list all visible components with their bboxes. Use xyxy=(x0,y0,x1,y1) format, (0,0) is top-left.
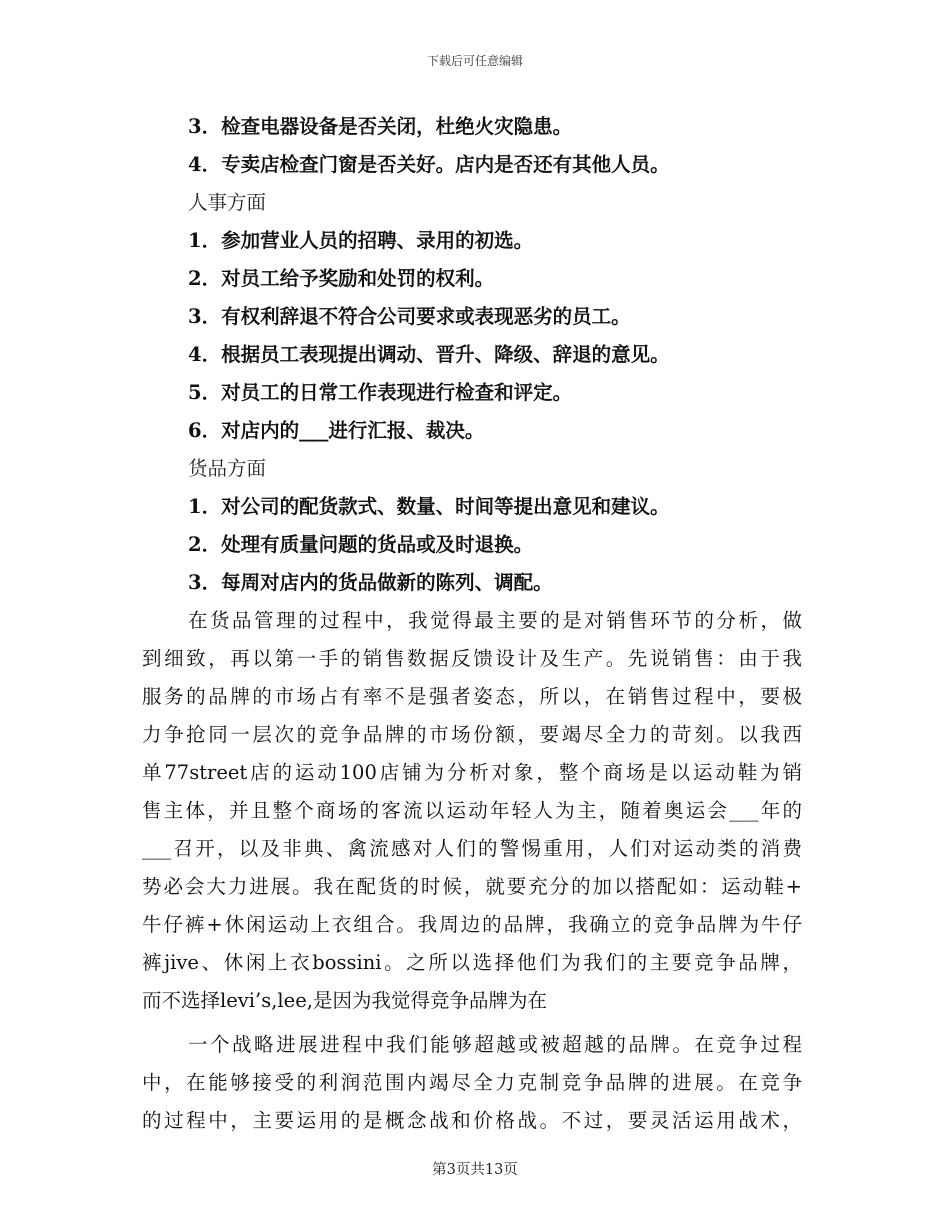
list-item: 4．根据员工表现提出调动、晋升、降级、辞退的意见。 xyxy=(188,343,670,366)
paragraph-line: 力争抢同一层次的竞争品牌的市场份额，要竭尽全力的苛刻。以我西 xyxy=(142,723,802,746)
paragraph-goods-analysis xyxy=(142,602,802,1020)
list-item: 2．处理有质量问题的货品或及时退换。 xyxy=(188,533,534,556)
list-item: 1．对公司的配货款式、数量、时间等提出意见和建议。 xyxy=(188,495,670,518)
paragraph-line: 牛仔裤+休闲运动上衣组合。我周边的品牌，我确立的竞争品牌为牛仔 xyxy=(142,913,802,936)
document-body xyxy=(142,108,802,1140)
list-item: 2．对员工给予奖励和处罚的权利。 xyxy=(188,267,495,290)
list-item: 5．对员工的日常工作表现进行检查和评定。 xyxy=(188,381,573,404)
paragraph-line: 一个战略进展进程中我们能够超越或被超越的品牌。在竞争过程 xyxy=(188,1033,802,1056)
paragraph-line: 裤jive、休闲上衣bossini。之所以选择他们为我们的主要竞争品牌， xyxy=(142,951,802,974)
paragraph-line: 单77street店的运动100店铺为分析对象，整个商场是以运动鞋为销 xyxy=(142,761,802,784)
paragraph-line: 的过程中，主要运用的是概念战和价格战。不过，要灵活运用战术， xyxy=(142,1109,802,1132)
header-note: 下载后可任意编辑 xyxy=(426,54,523,68)
paragraph-line: 服务的品牌的市场占有率不是强者姿态，所以，在销售过程中，要极 xyxy=(142,685,802,708)
paragraph-line: 售主体，并且整个商场的客流以运动年轻人为主，随着奥运会___年的 xyxy=(142,799,802,822)
section-heading-personnel: 人事方面 xyxy=(188,191,267,214)
paragraph-line: 而不选择levi’s,lee,是因为我觉得竞争品牌为在 xyxy=(142,989,547,1012)
paragraph-competition xyxy=(142,1026,802,1140)
paragraph-line: 到细致，再以第一手的销售数据反馈设计及生产。先说销售：由于我 xyxy=(142,647,802,670)
list-item: 6．对店内的___进行汇报、裁决。 xyxy=(188,419,485,442)
page-number: 第3页共13页 xyxy=(432,1162,518,1178)
list-item: 4．专卖店检查门窗是否关好。店内是否还有其他人员。 xyxy=(188,153,670,176)
list-item: 1．参加营业人员的招聘、录用的初选。 xyxy=(188,229,534,252)
list-item: 3．检查电器设备是否关闭，杜绝火灾隐患。 xyxy=(188,115,573,138)
list-item: 3．每周对店内的货品做新的陈列、调配。 xyxy=(188,571,553,594)
section-heading-goods: 货品方面 xyxy=(188,457,267,480)
paragraph-line: 势必会大力进展。我在配货的时候，就要充分的加以搭配如：运动鞋+ xyxy=(142,875,802,898)
paragraph-line: 在货品管理的过程中，我觉得最主要的是对销售环节的分析，做 xyxy=(188,609,802,632)
paragraph-line: ___召开，以及非典、禽流感对人们的警惕重用，人们对运动类的消费 xyxy=(142,837,802,860)
list-item: 3．有权利辞退不符合公司要求或表现恶劣的员工。 xyxy=(188,305,631,328)
paragraph-line: 中，在能够接受的利润范围内竭尽全力克制竞争品牌的进展。在竞争 xyxy=(142,1071,802,1094)
